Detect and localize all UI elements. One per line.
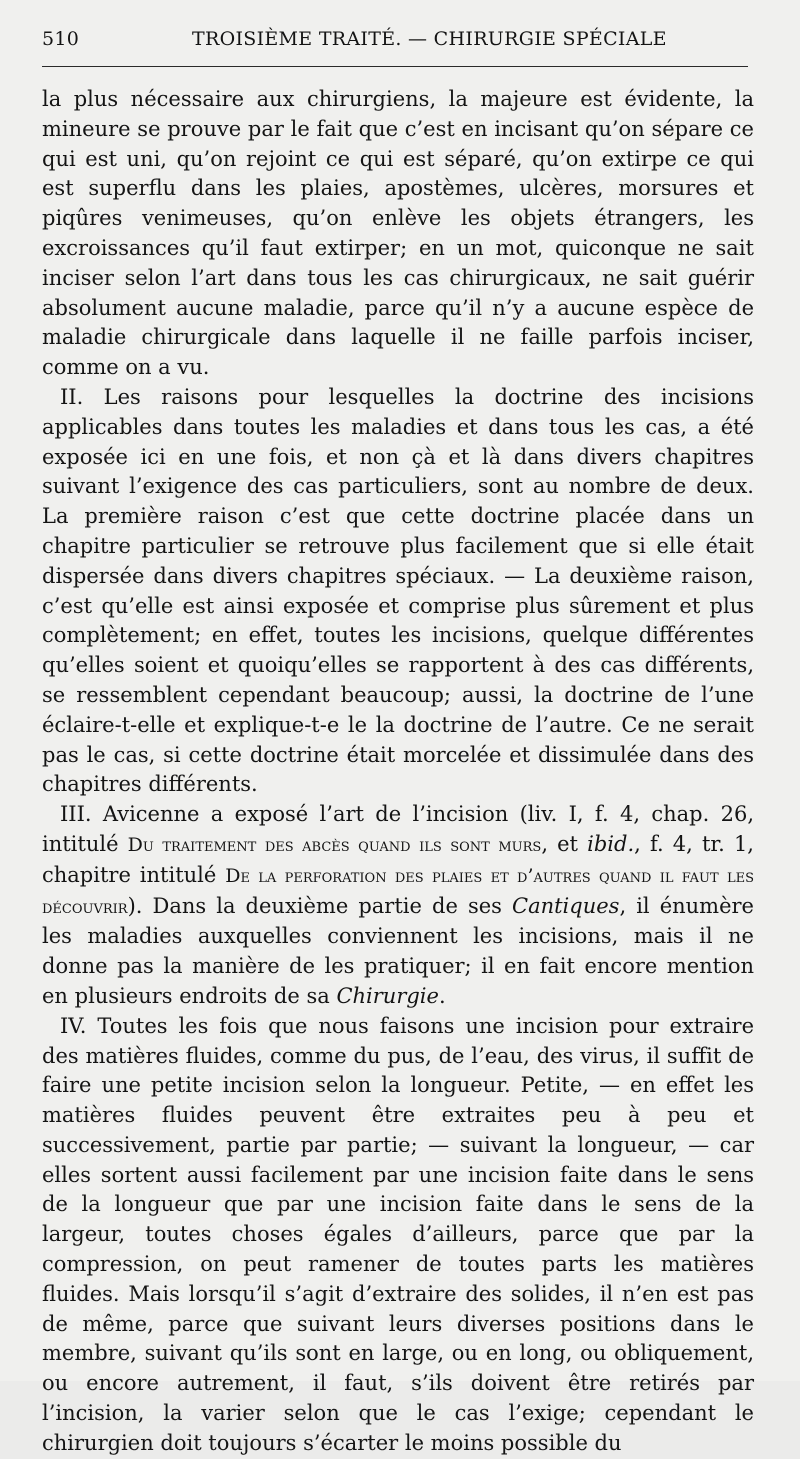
- running-head: [42, 28, 756, 58]
- paragraph-iv: IV. Toutes les fois que nous faisons une incision pour extraire des matières fluides, comme du pus, de l’eau, des virus, il suffit de faire une petite incision selon la longueur. Petite, — en effet les matières fluides peuvent être extraites peu à peu et successivement, partie par partie; — suivant la longueur, — car elles sortent aussi facilement par une incision faite dans le sens de la longueur que par une incision faite dans le sens de la largeur, toutes choses égales d’ailleurs, parce que par la compression, on peut ramener de toutes parts les matières fluides. Mais lorsqu’il s’agit d’extraire des solides, il n’en est pas de même, parce que suivant leurs diverses positions dans le membre, suivant qu’ils sont en large, ou en long, ou obliquement, ou encore autrement, il faut, s’ils doivent être retirés par l’incision, la varier selon que le cas l’exige; cependant le chirurgien doit toujours s’écarter le moins possible du: [42, 1013, 754, 1455]
- paragraph-continuation: la plus nécessaire aux chirurgiens, la majeure est évidente, la mineure se prouve par le fait que c’est en incisant qu’on sépare ce qui est uni, qu’on rejoint ce qui est séparé, qu’on extirpe ce qui est superflu dans les plaies, apostèmes, ulcères, morsures et piqûres venimeuses, qu’on enlève les objets étrangers, les excroissances qu’il faut extirper; en un mot, quiconque ne sait inciser selon l’art dans tous les cas chirurgicaux, ne sait guérir absolument aucune maladie, parce qu’il n’y a aucune espèce de maladie chirurgicale dans laquelle il ne faille parfois inciser, comme on a vu.: [42, 87, 754, 380]
- paragraph-iii-text: .: [438, 983, 446, 1008]
- running-title: TROISIÈME TRAITÉ. — CHIRURGIE SPÉCIALE: [192, 28, 667, 50]
- chapter-title-perforation: De la perforation des plaies et d’autres quand il faut les découvrir: [42, 864, 755, 918]
- page-number: 510: [42, 28, 80, 50]
- paragraph-iii-text: , f. 4, tr. 1, chapitre intitulé: [42, 831, 754, 887]
- paragraph-iii-text: , il énumère les maladies auxquelles conviennent les incisions, mais il ne donne pas la manière de les pratiquer; il en fait encore mention en plusieurs endroits de sa: [42, 893, 754, 1008]
- header-rule: [42, 66, 748, 67]
- work-title-chirurgie: Chirurgie: [336, 983, 439, 1008]
- ibid-reference: ibid.: [587, 831, 635, 856]
- chapter-title-abces: Du traitement des abcès quand ils sont murs: [127, 833, 542, 856]
- paragraph-iii: [42, 800, 754, 1012]
- work-title-cantiques: Cantiques: [512, 893, 620, 918]
- paragraph-iii-text: ). Dans la deuxième partie de ses: [127, 893, 512, 918]
- paragraph-iii-text: III. Avicenne a exposé l’art de l’incision (liv. I, f. 4, chap. 26, intitulé: [42, 802, 754, 856]
- paragraph-iii-text: , et: [541, 831, 588, 856]
- body-text: [42, 85, 754, 1459]
- paragraph-ii: II. Les raisons pour lesquelles la doctrine des incisions applicables dans toutes les maladies et dans tous les cas, a été exposée ici en une fois, et non çà et là dans divers chapitres suivant l’exigence des cas particuliers, sont au nombre de deux. La première raison c’est que cette doctrine placée dans un chapitre particulier se retrouve plus facilement que si elle était dispersée dans divers chapitres spéciaux. — La deuxième raison, c’est qu’elle est ainsi exposée et comprise plus sûrement et plus complètement; en effet, toutes les incisions, quelque différentes qu’elles soient et quoiqu’elles se rapportent à des cas différents, se ressemblent cependant beaucoup; aussi, la doctrine de l’une éclaire-t-elle et explique-t-e le la doctrine de l’autre. Ce ne serait pas le cas, si cette doctrine était morcelée et dissimulée dans des chapitres différents.: [42, 384, 754, 797]
